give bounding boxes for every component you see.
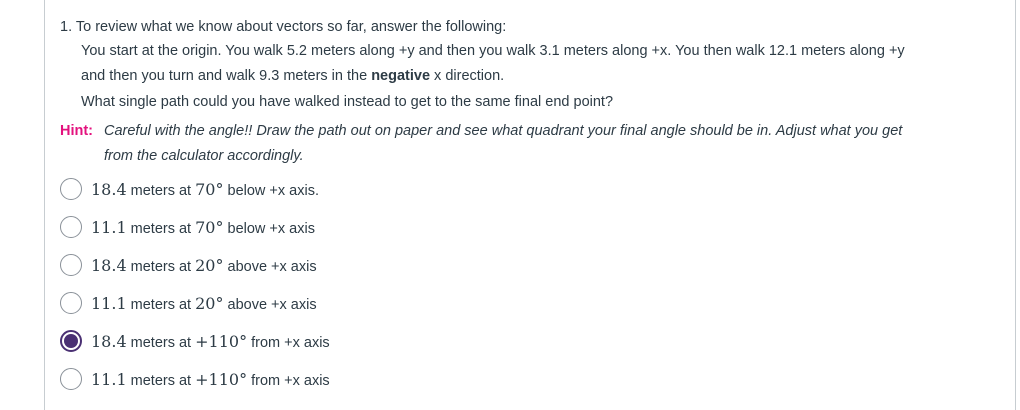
radio-button[interactable] [60, 178, 82, 200]
question-line-4: What single path could you have walked instead to get to the same final end point? [81, 94, 614, 110]
hint-line-2: from the calculator accordingly. [104, 148, 304, 164]
answer-option-4[interactable] [60, 286, 560, 320]
answer-option-1[interactable] [60, 172, 560, 206]
answer-option-5[interactable] [60, 324, 560, 358]
radio-button[interactable] [60, 254, 82, 276]
question-line-3-pre: and then you turn and walk 9.3 meters in the [81, 68, 372, 84]
negative-emphasis: negative [371, 68, 431, 84]
question-line-3-post: x direction. [430, 68, 505, 84]
radio-button-selected[interactable] [60, 330, 82, 352]
answer-option-label: 11.1 meters at 70° below +x axis [91, 217, 315, 237]
radio-button[interactable] [60, 292, 82, 314]
question-title: 1. To review what we know about vectors so far, answer the following: [60, 19, 507, 35]
answer-option-label: 11.1 meters at +110° from +x axis [91, 369, 330, 389]
hint-line-1: Careful with the angle!! Draw the path out on paper and see what quadrant your final angle should be in. Adjust what you get [104, 123, 903, 139]
answer-option-label: 18.4 meters at 20° above +x axis [91, 255, 317, 275]
radio-button[interactable] [60, 368, 82, 390]
answer-option-6[interactable] [60, 362, 560, 396]
radio-dot [64, 334, 78, 348]
hint-label: Hint: [60, 123, 94, 139]
question-line-3 [81, 66, 504, 86]
answer-option-3[interactable] [60, 248, 560, 282]
question-line-2: You start at the origin. You walk 5.2 meters along +y and then you walk 3.1 meters along +x. You then walk 12.1 meters along +y [81, 43, 905, 59]
answer-option-2[interactable] [60, 210, 560, 244]
answer-option-label: 18.4 meters at 70° below +x axis. [91, 179, 319, 199]
answer-option-label: 11.1 meters at 20° above +x axis [91, 293, 317, 313]
radio-button[interactable] [60, 216, 82, 238]
answer-option-label: 18.4 meters at +110° from +x axis [91, 331, 330, 351]
